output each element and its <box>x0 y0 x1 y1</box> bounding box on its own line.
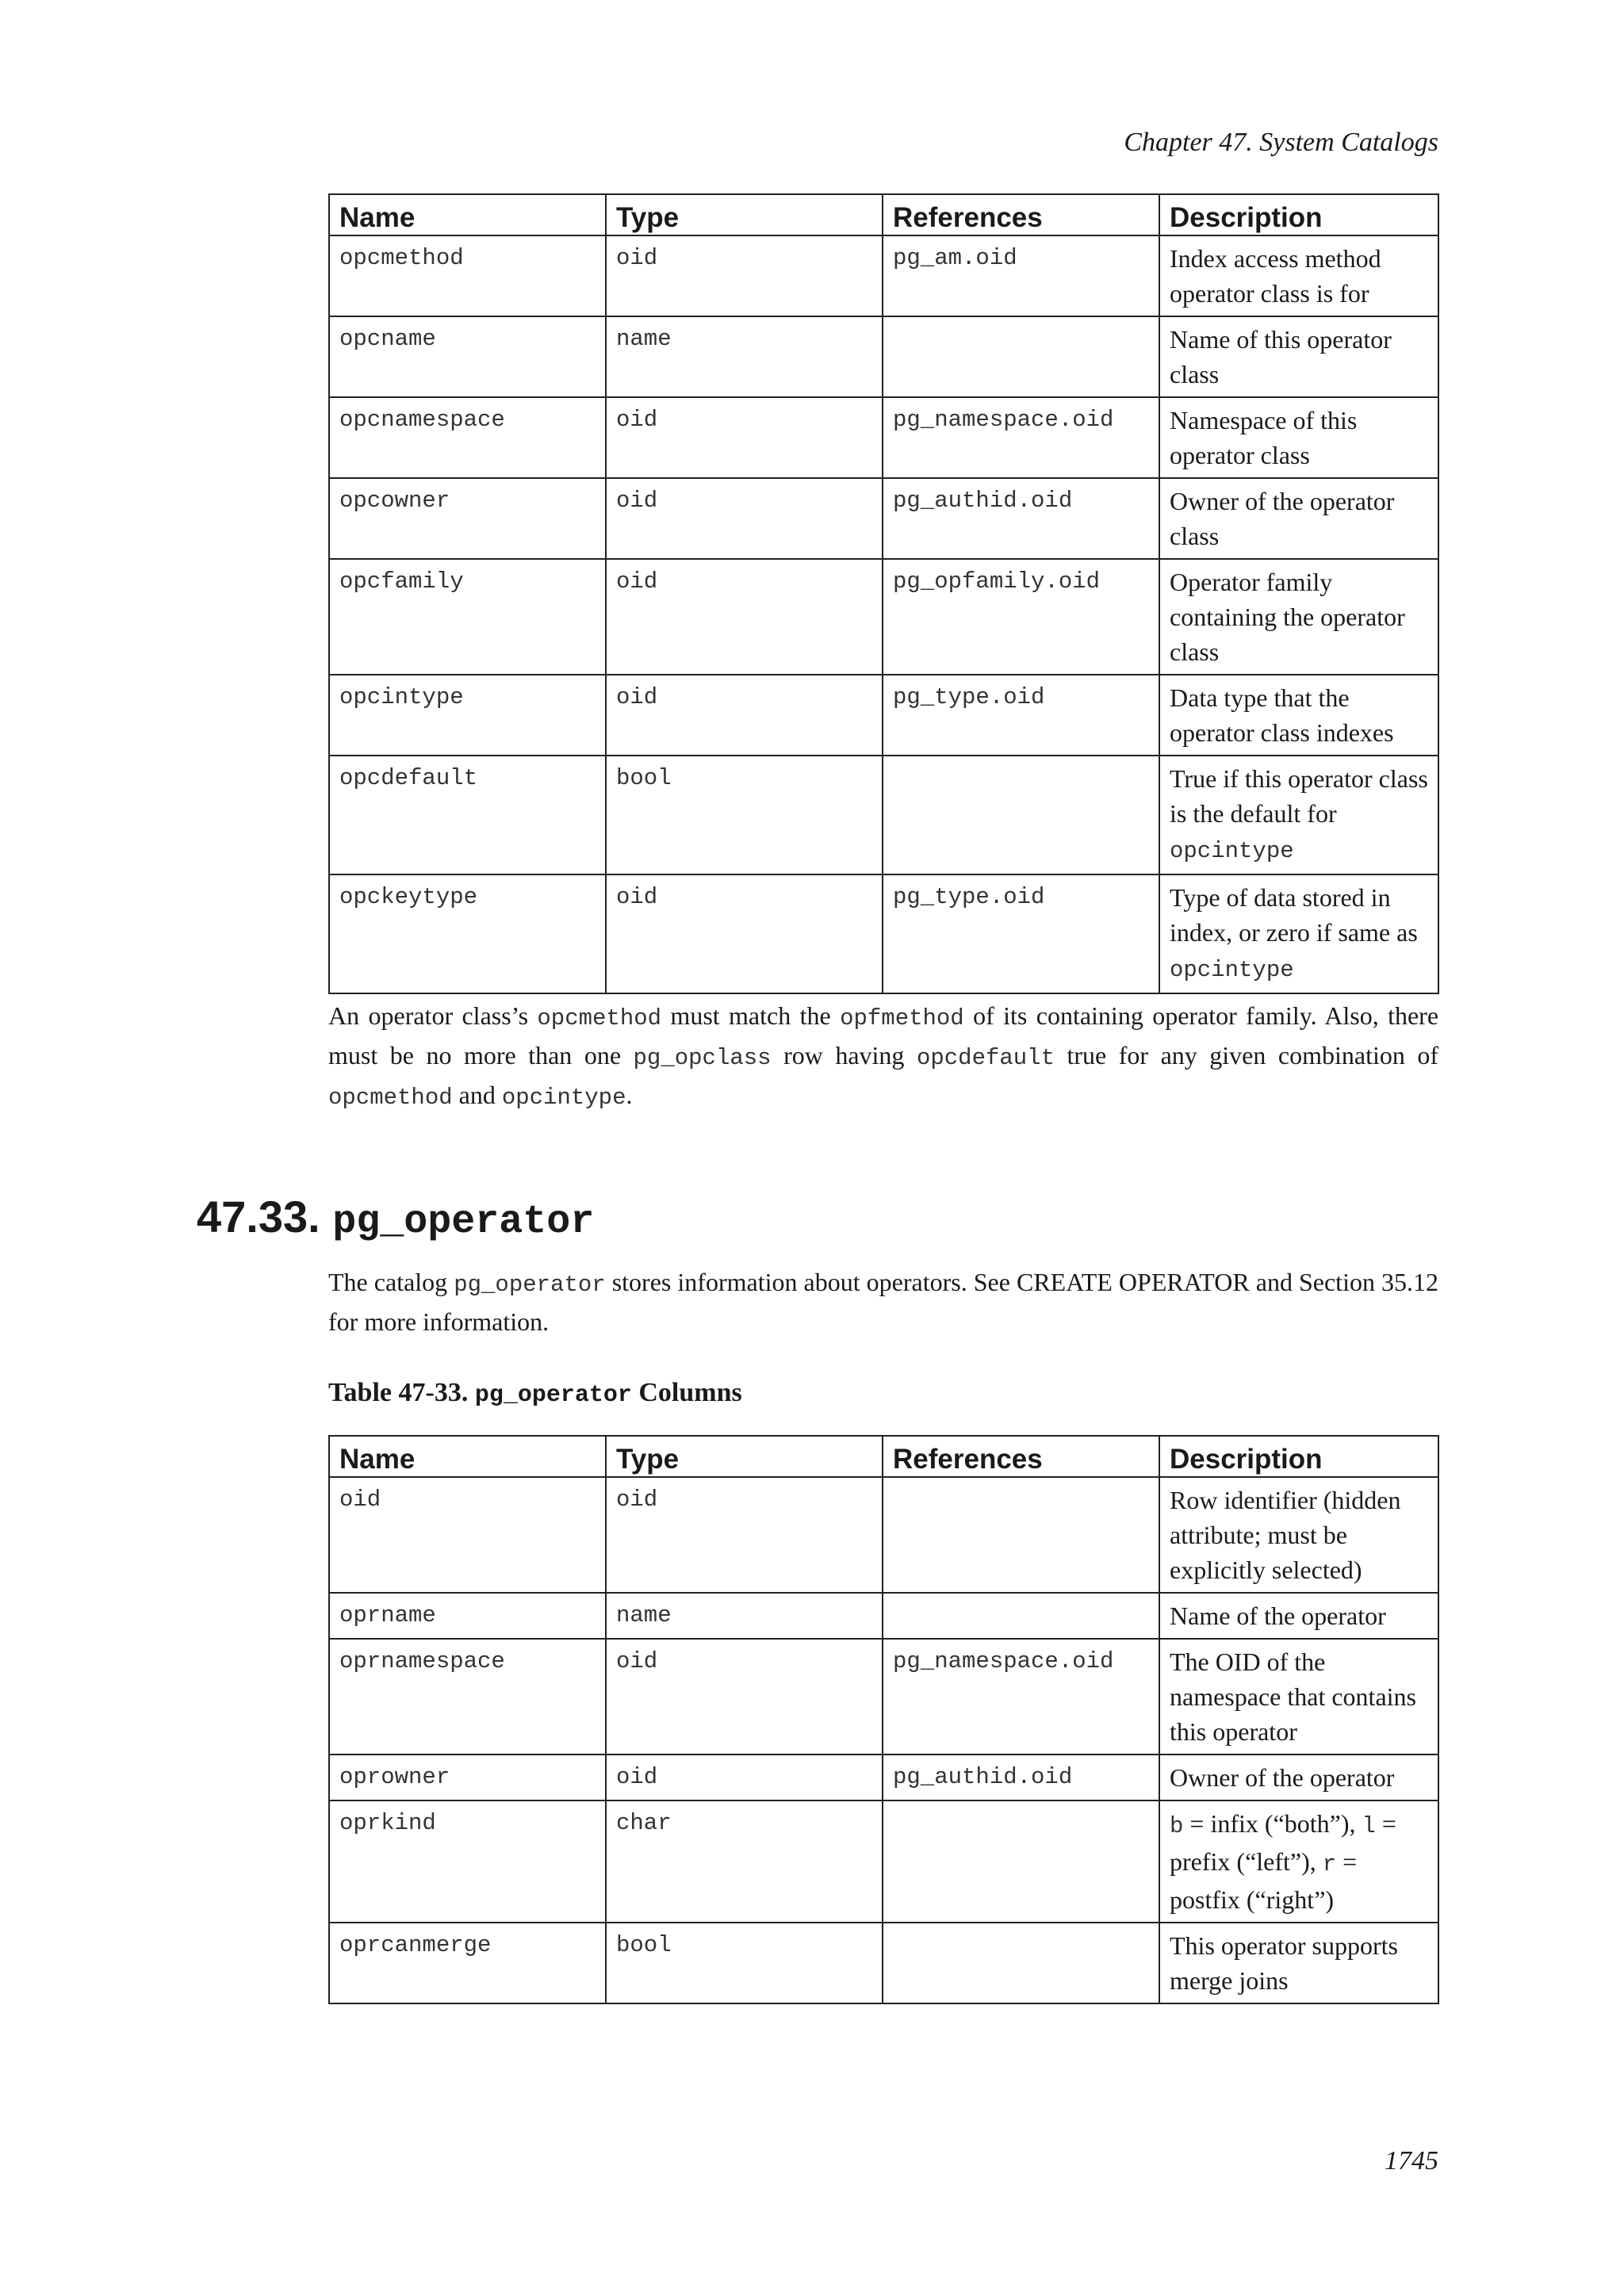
cell-references <box>883 1800 1159 1923</box>
opclass-note-paragraph <box>328 997 1438 1116</box>
cell-name: oprname <box>329 1593 606 1639</box>
cell-type: oid <box>606 675 883 756</box>
cell-references: pg_am.oid <box>883 235 1159 316</box>
column-header-type: Type <box>606 1436 883 1477</box>
cell-references <box>883 756 1159 874</box>
cell-references <box>883 1923 1159 2003</box>
paragraph-text: An operator class’s <box>328 1001 538 1030</box>
cell-name: opcdefault <box>329 756 606 874</box>
column-header-name: Name <box>329 194 606 235</box>
cell-name: oprcanmerge <box>329 1923 606 2003</box>
cell-name: opcowner <box>329 478 606 559</box>
paragraph-text: The catalog <box>328 1268 454 1296</box>
cell-description: Namespace of this operator class <box>1159 397 1438 478</box>
cell-description: Owner of the operator <box>1159 1755 1438 1800</box>
cell-references: pg_namespace.oid <box>883 1639 1159 1755</box>
table-row <box>329 1923 1438 2003</box>
inline-code: opcdefault <box>916 1045 1055 1071</box>
cell-description: Name of the operator <box>1159 1593 1438 1639</box>
table-row <box>329 1755 1438 1800</box>
paragraph-text: must match the <box>661 1001 841 1030</box>
column-header-name: Name <box>329 1436 606 1477</box>
cell-description <box>1159 1800 1438 1923</box>
cell-type: oid <box>606 874 883 993</box>
cell-type: oid <box>606 1639 883 1755</box>
column-header-references: References <box>883 194 1159 235</box>
cell-description: Index access method operator class is for <box>1159 235 1438 316</box>
cell-type: oid <box>606 235 883 316</box>
page-number: 1745 <box>1385 2146 1438 2175</box>
inline-code: opfmethod <box>840 1005 964 1031</box>
cell-type: char <box>606 1800 883 1923</box>
column-header-references: References <box>883 1436 1159 1477</box>
cell-description: This operator supports merge joins <box>1159 1923 1438 2003</box>
cell-description <box>1159 874 1438 993</box>
column-header-description: Description <box>1159 1436 1438 1477</box>
paragraph-text: of its containing operator family. Also, there must be no more than one <box>328 1001 1439 1070</box>
paragraph-text: . <box>626 1081 633 1109</box>
description-code: b <box>1170 1813 1184 1839</box>
cell-name: opcnamespace <box>329 397 606 478</box>
inline-code: pg_operator <box>454 1272 606 1298</box>
description-text: True if this operator class is the default for <box>1170 764 1428 828</box>
cell-type: bool <box>606 756 883 874</box>
cell-name: opckeytype <box>329 874 606 993</box>
caption-code: pg_operator <box>474 1382 632 1409</box>
cell-name: opcintype <box>329 675 606 756</box>
cell-name: oprkind <box>329 1800 606 1923</box>
inline-code: opcmethod <box>537 1005 662 1031</box>
table-row <box>329 675 1438 756</box>
pg-operator-intro-paragraph <box>328 1264 1438 1340</box>
cell-references <box>883 1477 1159 1593</box>
cell-description: Operator family containing the operator class <box>1159 559 1438 675</box>
cell-description: Data type that the operator class indexes <box>1159 675 1438 756</box>
cell-references: pg_opfamily.oid <box>883 559 1159 675</box>
running-header: Chapter 47. System Catalogs <box>1124 128 1438 157</box>
cell-type: bool <box>606 1923 883 2003</box>
cell-name: oprnamespace <box>329 1639 606 1755</box>
cell-type: name <box>606 316 883 397</box>
cell-type: oid <box>606 1477 883 1593</box>
cell-references: pg_type.oid <box>883 675 1159 756</box>
cell-name: opcmethod <box>329 235 606 316</box>
table-caption <box>328 1376 742 1412</box>
caption-text: Columns <box>631 1378 742 1407</box>
table-header-row <box>329 194 1438 235</box>
cell-type: oid <box>606 559 883 675</box>
cell-type: oid <box>606 1755 883 1800</box>
table-row <box>329 1477 1438 1593</box>
paragraph-text: row having <box>771 1041 917 1070</box>
table-row <box>329 1593 1438 1639</box>
opclass-columns-table <box>328 193 1439 994</box>
caption-text: Table 47-33. <box>328 1378 475 1407</box>
inline-code: opcintype <box>501 1085 626 1111</box>
paragraph-text: and <box>452 1081 502 1109</box>
cell-description: Row identifier (hidden attribute; must be explicitly selected) <box>1159 1477 1438 1593</box>
cell-name: oprowner <box>329 1755 606 1800</box>
cell-name: opcfamily <box>329 559 606 675</box>
table-row <box>329 316 1438 397</box>
pg-operator-columns-table <box>328 1435 1439 2004</box>
column-header-description: Description <box>1159 194 1438 235</box>
table-header-row <box>329 1436 1438 1477</box>
paragraph-text: stores information about operators. See CREATE OPERATOR and Section 35.12 for more information. <box>328 1268 1438 1336</box>
description-text: = postfix (“right”) <box>1170 1847 1358 1914</box>
table-row <box>329 756 1438 874</box>
inline-code: pg_opclass <box>633 1045 772 1071</box>
paragraph-text: true for any given combination of <box>1054 1041 1439 1070</box>
description-text: Type of data stored in index, or zero if same as <box>1170 883 1418 947</box>
table-row <box>329 1639 1438 1755</box>
cell-name: oid <box>329 1477 606 1593</box>
cell-references: pg_authid.oid <box>883 1755 1159 1800</box>
cell-name: opcname <box>329 316 606 397</box>
cell-type: oid <box>606 478 883 559</box>
table-row <box>329 397 1438 478</box>
description-code: opcintype <box>1170 838 1294 864</box>
cell-references: pg_authid.oid <box>883 478 1159 559</box>
cell-description: Owner of the operator class <box>1159 478 1438 559</box>
table-row <box>329 478 1438 559</box>
cell-references <box>883 1593 1159 1639</box>
table-row <box>329 1800 1438 1923</box>
section-number: 47.33. <box>197 1192 320 1242</box>
description-code: r <box>1322 1851 1337 1877</box>
description-text: = infix (“both”), <box>1183 1809 1362 1838</box>
cell-description <box>1159 756 1438 874</box>
cell-description: The OID of the namespace that contains this operator <box>1159 1639 1438 1755</box>
description-code: l <box>1362 1813 1376 1839</box>
cell-references: pg_type.oid <box>883 874 1159 993</box>
column-header-type: Type <box>606 194 883 235</box>
cell-references <box>883 316 1159 397</box>
table-row <box>329 559 1438 675</box>
table-row <box>329 235 1438 316</box>
section-title: pg_operator <box>332 1200 595 1245</box>
cell-references: pg_namespace.oid <box>883 397 1159 478</box>
table-row <box>329 874 1438 993</box>
cell-type: oid <box>606 397 883 478</box>
description-code: opcintype <box>1170 957 1294 983</box>
inline-code: opcmethod <box>328 1085 453 1111</box>
section-heading <box>197 1189 594 1250</box>
cell-description: Name of this operator class <box>1159 316 1438 397</box>
description-text: = prefix (“left”), <box>1170 1809 1396 1876</box>
cell-type: name <box>606 1593 883 1639</box>
